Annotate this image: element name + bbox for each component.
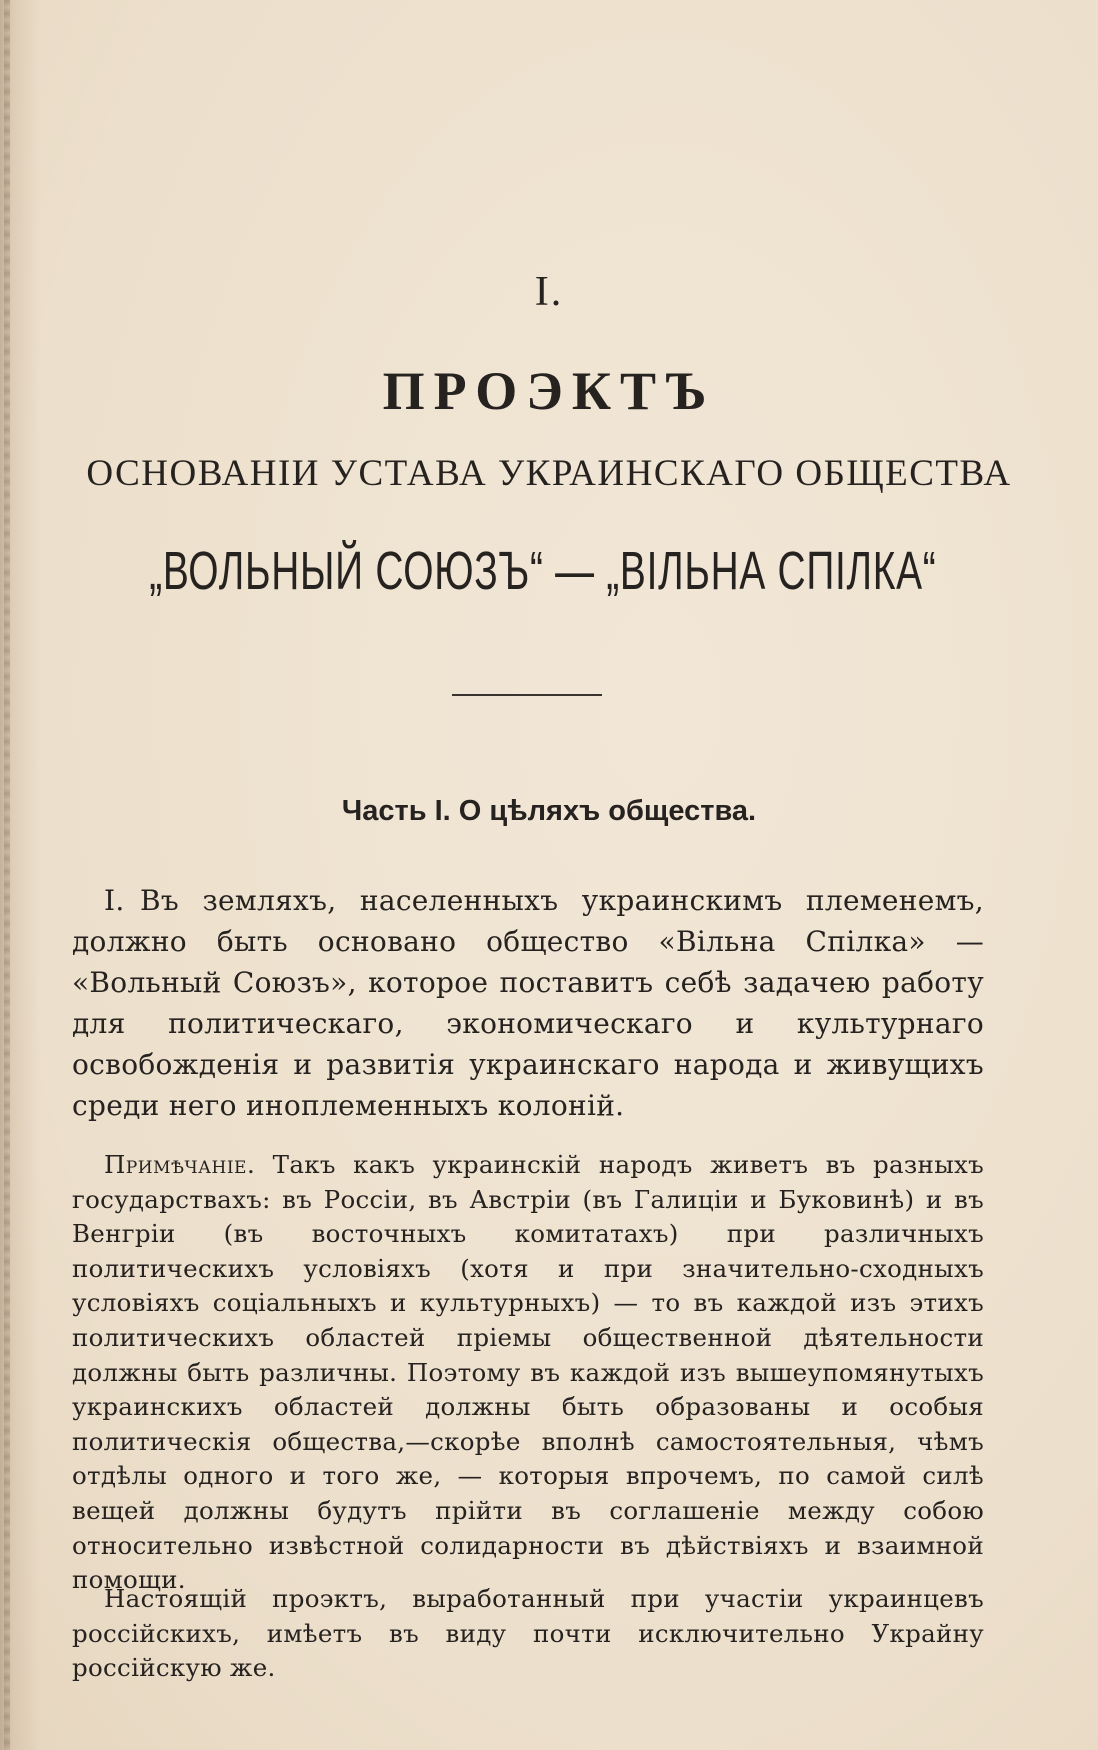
society-name: „ВОЛЬНЫЙ СОЮЗЪ“ — „ВІЛЬНА СПІЛКА“ [149,541,937,601]
note-paragraph [72,1148,984,1598]
page-title: ПРОЭКТЪ [382,361,716,421]
article-text: Въ земляхъ, населенныхъ украинскимъ племенемъ, должно быть основано общество «Вільна Спілка» — «Вольный Союзъ», которое поставитъ себѣ задачею работу для политическаго, экономическаго и культурнаго освобожденія и развитія украинскаго народа и живущихъ среди него иноплеменныхъ колоній. [72,884,984,1122]
page-subtitle: ОСНОВАНІИ УСТАВА УКРАИНСКАГО ОБЩЕСТВА [86,453,1012,494]
note-label: Примѣчаніе. [104,1150,256,1179]
note-paragraph-2 [72,1582,984,1686]
article-paragraph [72,880,984,1126]
section-heading: Часть I. О цѣляхъ общества. [341,795,757,827]
article-number: I. [104,884,125,917]
page-gutter [4,0,10,1750]
note-text-2: Настоящій проэктъ, выработанный при участіи украинцевъ россійскихъ, имѣетъ въ виду почти исключительно Украйну россійскую же. [72,1584,984,1683]
divider-rule [452,694,602,696]
chapter-numeral: I. [534,269,564,315]
note-text: Такъ какъ украинскій народъ живетъ въ разныхъ государствахъ: въ Россіи, въ Австріи (въ Галиціи и Буковинѣ) и въ Венгріи (въ восточныхъ комитатахъ) при различныхъ политическихъ условіяхъ (хотя и при значительно-сходныхъ условіяхъ соціальныхъ и культурныхъ) — то въ каждой изъ этихъ политическихъ областей пріемы общественной дѣятельности должны быть различны. Поэтому въ каждой изъ вышеупомянутыхъ украинскихъ областей должны быть образованы и особыя политическія общества,—скорѣе вполнѣ самостоятельныя, чѣмъ отдѣлы одного и того же, — которыя впрочемъ, по самой силѣ вещей должны будутъ прійти въ соглашеніе между собою относительно извѣстной солидарности въ дѣйствіяхъ и взаимной помощи. [72,1150,984,1595]
